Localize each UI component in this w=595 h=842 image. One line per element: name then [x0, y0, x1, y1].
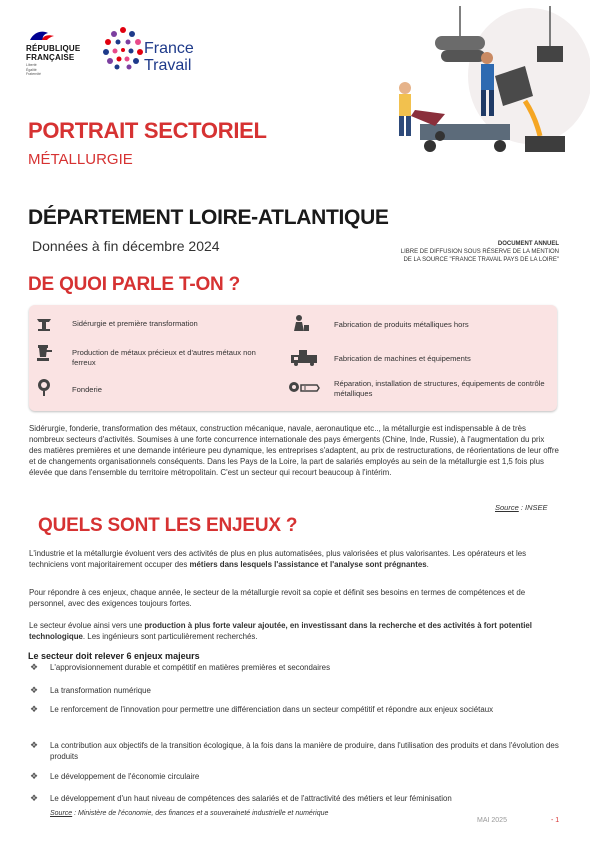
sector-item [72, 385, 252, 395]
enjeux-list-title: Le secteur doit relever 6 enjeux majeurs [28, 651, 200, 661]
footer-date: MAI 2025 [477, 817, 507, 824]
diamond-bullet-icon: ❖ [30, 685, 39, 695]
diamond-bullet-icon: ❖ [30, 740, 39, 750]
p1-text: L'industrie et la métallurgie évoluent vers des activités de plus en plus automatisées, plus valorisées et plus valorisantes. Les opérateurs et les techniciens vont majoritairement occuper des [29, 549, 527, 569]
list-item [30, 662, 560, 673]
france-travail-logo-icon [103, 26, 143, 70]
steel-beam-icon [34, 313, 54, 333]
document-info [344, 240, 559, 264]
source-label: Source [495, 503, 519, 512]
sector-label: Fonderie [72, 385, 102, 394]
sector-label: Production de métaux précieux et d'autres métaux non ferreux [72, 348, 256, 367]
worker-icon [291, 313, 311, 333]
list-item-text: Le renforcement de l'innovation pour permettre une différenciation dans un secteur compétitif et répondre aux enjeux sociétaux [50, 705, 494, 714]
diamond-bullet-icon: ❖ [30, 662, 39, 672]
republique-motto [26, 63, 41, 77]
machine-icon [289, 347, 319, 367]
motto-line-2: Égalité [26, 67, 37, 72]
list-item-text: L'approvisionnement durable et compétitif en matières premières et secondaires [50, 663, 331, 672]
gear-wrench-icon [287, 377, 321, 397]
france-travail-wordmark [144, 40, 194, 74]
p3-end: . Les ingénieurs sont particulièrement recherchés. [82, 632, 258, 641]
list-item [30, 685, 560, 696]
section1-paragraph: Sidérurgie, fonderie, transformation des métaux, construction mécanique, navale, aeronautique etc.., la métallurgie est indispensable à de très nombreux secteurs d'activités. Soumises à une forte concurrence internationale des pays émergents (Chine, Inde, Russie), à l'augmentation du prix des matières premières et une demande intérieure peu dynamique, les entreprises s'adaptent, au prix de restructurations, de réorientations de leur offre et de changements organisationnels conséquents. Dans les Pays de la Loire, la part de salariés employés au sein de la métallurgie est 1,5 fois plus élevée que dans l'ensemble du territoire métropolitain. C'est un secteur qui recourt beaucoup à l'intérim. [29, 424, 559, 477]
list-item [30, 740, 560, 762]
document-type: DOCUMENT ANNUEL [497, 241, 559, 247]
source-insee [495, 503, 548, 512]
motto-line-3: Fraternité [26, 72, 41, 76]
crucible-icon [34, 343, 54, 363]
marianne-logo [28, 30, 56, 42]
sector-subtitle: MÉTALLURGIE [28, 151, 133, 168]
sector-item [334, 320, 549, 330]
source-ministere [50, 810, 328, 817]
diamond-bullet-icon: ❖ [30, 704, 39, 714]
document-license-line-2: DE LA SOURCE "FRANCE TRAVAIL PAYS DE LA LOIRE" [403, 257, 559, 263]
department-title: DÉPARTEMENT LOIRE-ATLANTIQUE [28, 206, 389, 229]
republique-line-2: FRANÇAISE [26, 53, 75, 62]
section-title-de-quoi: DE QUOI PARLE T-ON ? [28, 274, 241, 295]
source-value: : Ministère de l'économie, des finances et a souveraineté industrielle et numérique [72, 810, 329, 817]
p1-bold: métiers dans lesquels l'assistance et l'analyse sont prégnantes [189, 560, 427, 569]
motto-line-1: Liberté [26, 63, 37, 67]
sector-item [334, 354, 549, 364]
section-title-enjeux: QUELS SONT LES ENJEUX ? [38, 515, 298, 536]
list-item [30, 793, 560, 804]
list-item-text: La contribution aux objectifs de la transition écologique, à la fois dans la manière de produire, dans l'utilisation des produits et dans l'évolution des produits [50, 741, 559, 761]
sector-item [334, 379, 549, 398]
brand-line-1: France [144, 40, 194, 57]
foundry-ladle-icon [34, 377, 54, 397]
p1-end: . [426, 560, 429, 569]
enjeux-paragraph-2: Pour répondre à ces enjeux, chaque année, le secteur de la métallurgie revoit sa copie et définit ses besoins en termes de compétences et de personnel, avec des exigences toujours fortes. [29, 588, 526, 608]
diamond-bullet-icon: ❖ [30, 793, 39, 803]
list-item-text: Le développement de l'économie circulaire [50, 772, 200, 781]
sector-label: Sidérurgie et première transformation [72, 319, 198, 328]
list-item-text: La transformation numérique [50, 686, 151, 695]
page-title: PORTRAIT SECTORIEL [28, 118, 267, 143]
sector-label: Fabrication de machines et équipements [334, 354, 471, 363]
sectors-box [29, 305, 557, 411]
data-date: Données à fin décembre 2024 [32, 238, 220, 254]
metallurgy-illustration [375, 6, 590, 156]
sector-label: Réparation, installation de structures, équipements de contrôle métalliques [334, 379, 545, 398]
p3-bold: production à plus forte valeur ajoutée, en investissant dans la recherche et des activités à fort potentiel technologique [29, 621, 532, 641]
enjeux-paragraph-3 [29, 620, 561, 642]
list-item [30, 771, 560, 782]
source-label: Source [50, 810, 73, 817]
list-item-text: Le développement d'un haut niveau de compétences des salariés et de l'attractivité des métiers et leur féminisation [50, 794, 452, 803]
document-license-line-1: LIBRE DE DIFFUSION SOUS RÉSERVE DE LA MENTION [400, 249, 559, 255]
source-value: : INSEE [518, 503, 548, 512]
p3-text: Le secteur évolue ainsi vers une [29, 621, 145, 630]
page-number: - 1 [551, 817, 560, 824]
diamond-bullet-icon: ❖ [30, 771, 39, 781]
list-item [30, 704, 560, 715]
republique-line-1: RÉPUBLIQUE [26, 44, 81, 53]
enjeux-paragraph-1 [29, 548, 561, 570]
sector-label: Fabrication de produits métalliques hors [334, 320, 469, 329]
republique-francaise-text [26, 44, 80, 62]
sector-item [72, 348, 257, 367]
brand-line-2: Travail [144, 57, 192, 74]
sector-item [72, 319, 252, 329]
